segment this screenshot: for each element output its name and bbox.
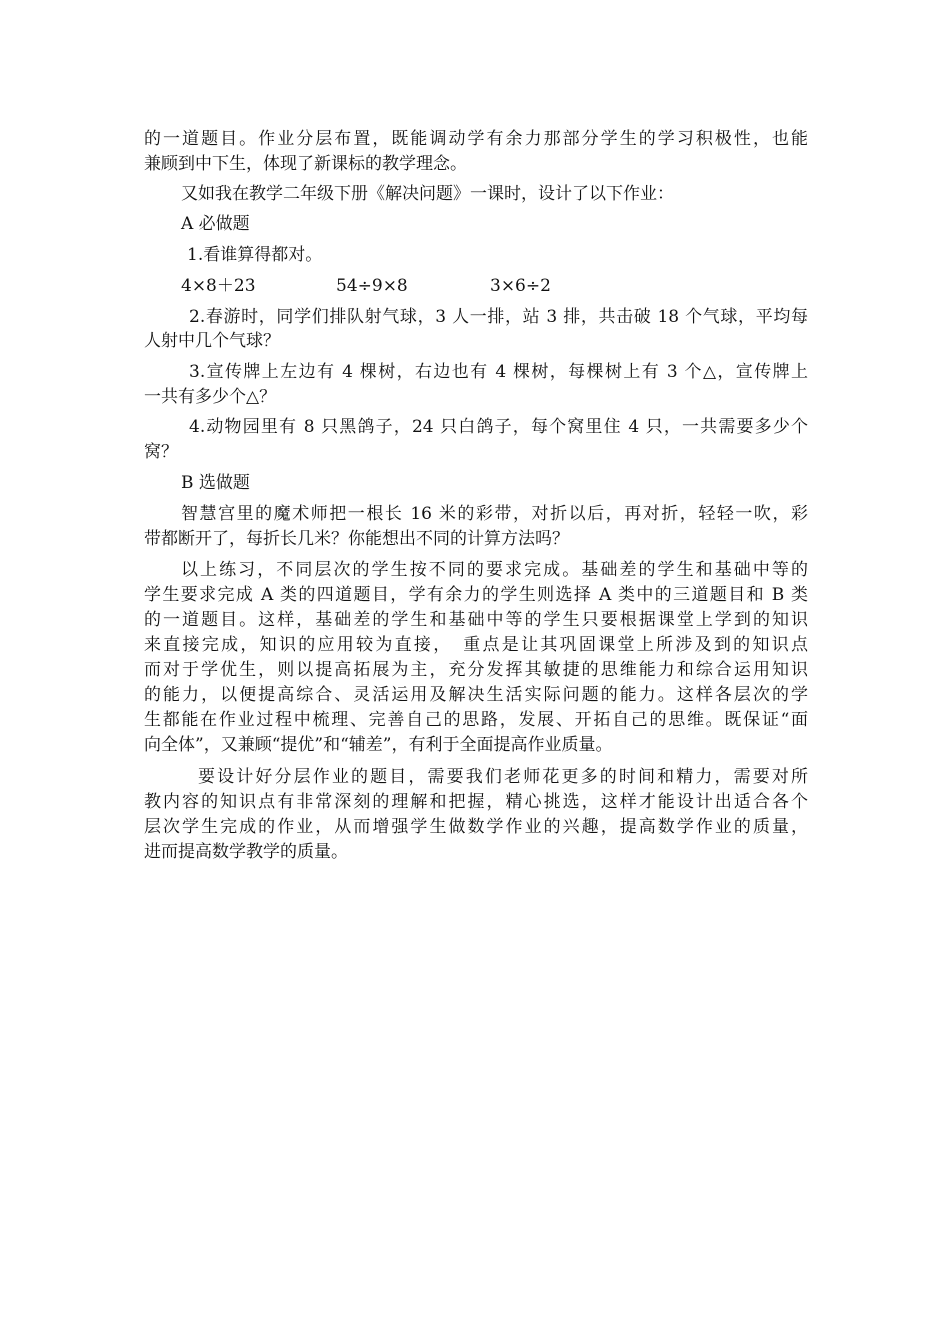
- analysis-line-7: 生都能在作业过程中梳理、完善自己的思路，发展、开拓自己的思维。既保证“面: [144, 710, 808, 730]
- conclusion-line-2: 教内容的知识点有非常深刻的理解和把握，精心挑选，这样才能设计出适合各个: [144, 792, 808, 812]
- expression-2: 54÷9×8: [336, 276, 408, 296]
- question-4-line-1: 4.动物园里有 8 只黑鸽子，24 只白鸽子，每个窝里住 4 只，一共需要多少个: [189, 417, 808, 437]
- intro-line-2: 兼顾到中下生，体现了新课标的教学理念。: [144, 154, 467, 174]
- conclusion-line-4: 进而提高数学教学的质量。: [144, 842, 348, 862]
- intro-line-1: 的一道题目。作业分层布置，既能调动学有余力那部分学生的学习积极性，也能: [144, 129, 808, 149]
- analysis-line-2: 学生要求完成 A 类的四道题目，学有余力的学生则选择 A 类中的三道题目和 B 类: [144, 585, 808, 605]
- section-b-heading: B 选做题: [181, 473, 250, 493]
- analysis-line-5: 而对于学优生，则以提高拓展为主，充分发挥其敏捷的思维能力和综合运用知识: [144, 660, 808, 680]
- b-question-line-2: 带都断开了，每折长几米？你能想出不同的计算方法吗？: [144, 529, 569, 549]
- question-3-line-1: 3.宣传牌上左边有 4 棵树，右边也有 4 棵树，每棵树上有 3 个△，宣传牌上: [189, 362, 808, 382]
- expression-3: 3×6÷2: [490, 276, 551, 296]
- question-4-line-2: 窝？: [144, 442, 178, 462]
- analysis-line-8: 向全体”，又兼顾“提优”和“辅差”，有利于全面提高作业质量。: [144, 735, 613, 755]
- question-3-line-2: 一共有多少个△？: [144, 387, 277, 407]
- question-1-label: 1.看谁算得都对。: [187, 245, 323, 265]
- analysis-line-1: 以上练习，不同层次的学生按不同的要求完成。基础差的学生和基础中等的: [181, 560, 808, 580]
- b-question-line-1: 智慧宫里的魔术师把一根长 16 米的彩带，对折以后，再对折，轻轻一吹，彩: [181, 504, 808, 524]
- example-intro: 又如我在教学二年级下册《解决问题》一课时，设计了以下作业：: [181, 184, 674, 204]
- conclusion-line-1: 要设计好分层作业的题目，需要我们老师花更多的时间和精力，需要对所: [198, 767, 808, 787]
- analysis-line-6: 的能力，以便提高综合、灵活运用及解决生活实际问题的能力。这样各层次的学: [144, 685, 808, 705]
- expression-1: 4×8＋23: [181, 276, 256, 296]
- section-a-heading: A 必做题: [181, 214, 250, 234]
- analysis-line-4: 来直接完成，知识的应用较为直接， 重点是让其巩固课堂上所涉及到的知识点: [144, 635, 808, 655]
- conclusion-line-3: 层次学生完成的作业，从而增强学生做数学作业的兴趣，提高数学作业的质量，: [144, 817, 808, 837]
- question-2-line-1: 2.春游时，同学们排队射气球，3 人一排，站 3 排，共击破 18 个气球，平均每: [189, 307, 808, 327]
- analysis-line-3: 的一道题目。这样，基础差的学生和基础中等的学生只要根据课堂上学到的知识: [144, 610, 808, 630]
- question-2-line-2: 人射中几个气球？: [144, 331, 280, 351]
